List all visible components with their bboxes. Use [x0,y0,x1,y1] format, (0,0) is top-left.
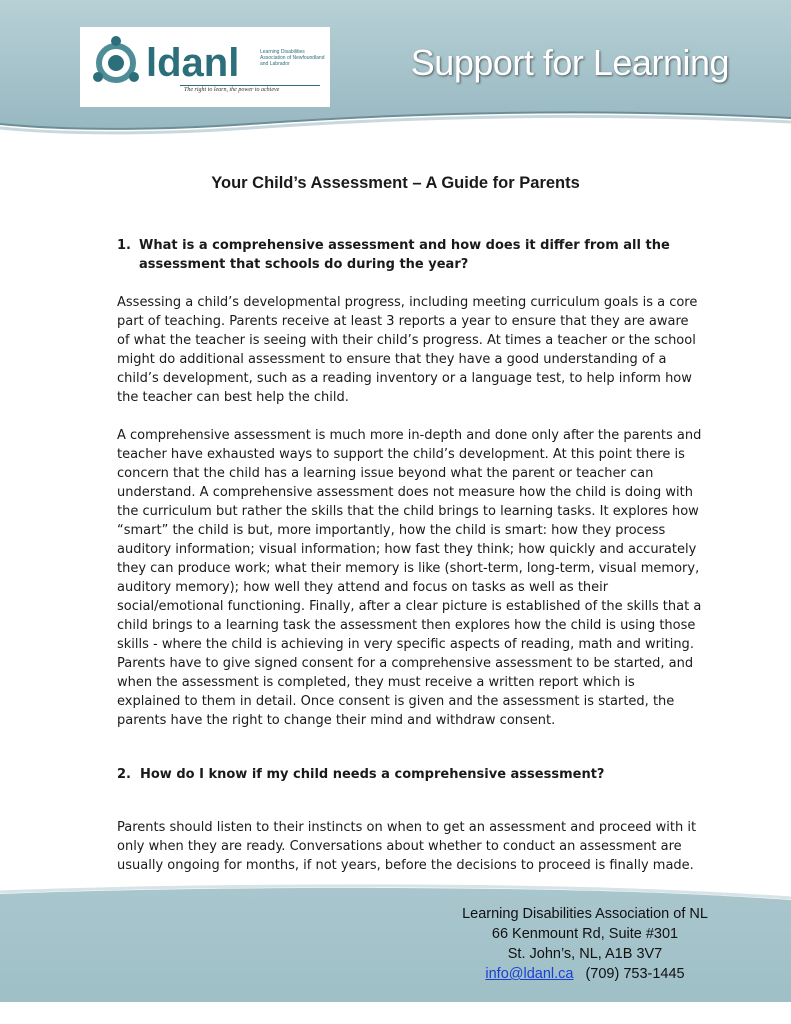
question-text: What is a comprehensive assessment and how does it differ from all the assessment that schools do during the year? [139,238,670,272]
header-title: Support for Learning [410,42,729,83]
email-link[interactable]: info@ldanl.ca [485,966,574,982]
organization-logo[interactable] [80,27,330,107]
footer-org-name: Learning Disabilities Association of NL [462,906,708,922]
footer-contact-line [440,964,730,984]
paragraph: Parents should listen to their instincts on when to get an assessment and proceed with it only when they are ready. Conversations about whether to conduct an assessment are usually ongoing for months, if not years, before the decisions to proceed is finally made. [117,820,697,873]
question-number: 2. [117,767,131,782]
logo-org-name: Learning Disabilities Association of Newfoundland and Labrador [260,49,325,67]
question-text: How do I know if my child needs a comprehensive assessment? [140,767,605,782]
logo-tagline: The right to learn, the power to achieve [184,87,280,93]
footer-address-line-1: 66 Kenmount Rd, Suite #301 [491,926,679,942]
paragraph: A comprehensive assessment is much more in-depth and done only after the parents and teacher have exhausted ways to support the child’s development. At this point there is concern that the child has a learning issue beyond what the parent or teacher can understand. A comprehensive assessment does not measure how the child is doing with the curriculum but rather the skills that the child brings to learning tasks. It explores how “smart” the child is but, more importantly, how the child is smart: how they process auditory information; visual information; how fast they think; how quickly and accurately they can produce work; what their memory is like (short-term, long-term, visual memory, auditory memory); how well they attend and focus on tasks as well as their social/emotional functioning. Finally, after a clear picture is established of the skills that a child brings to a learning task the assessment then explores how the child is using those skills - where the child is achieving in very specific aspects of reading, math and writing. Parents have to give signed consent for a comprehensive assessment to be started, and when the assessment is completed, they must receive a written report which is explained to them in detail. Once consent is given and the assessment is started, the parents have the right to change their mind and withdraw consent. [117,428,702,728]
footer-address-line-2: St. John’s, NL, A1B 3V7 [507,946,663,962]
logo-wordmark: ldanl [146,41,240,85]
question-number: 1. [117,238,131,253]
document-title: Your Child’s Assessment – A Guide for Parents [211,174,580,192]
paragraph: Assessing a child’s developmental progress, including meeting curriculum goals is a core part of teaching. Parents receive at least 3 reports a year to ensure that they are aware of what the teacher is seeing with their child’s progress. At times a teacher or the school might do additional assessment to ensure that they have a good understanding of a child’s development, such as a reading inventory or a language test, to help inform how the teacher can best help the child. [117,295,698,405]
question-1-heading [117,236,702,274]
logo-emblem-icon [88,33,144,89]
phone-number: (709) 753-1445 [585,966,685,982]
footer-contact-block [440,904,730,984]
logo-divider [180,85,320,86]
